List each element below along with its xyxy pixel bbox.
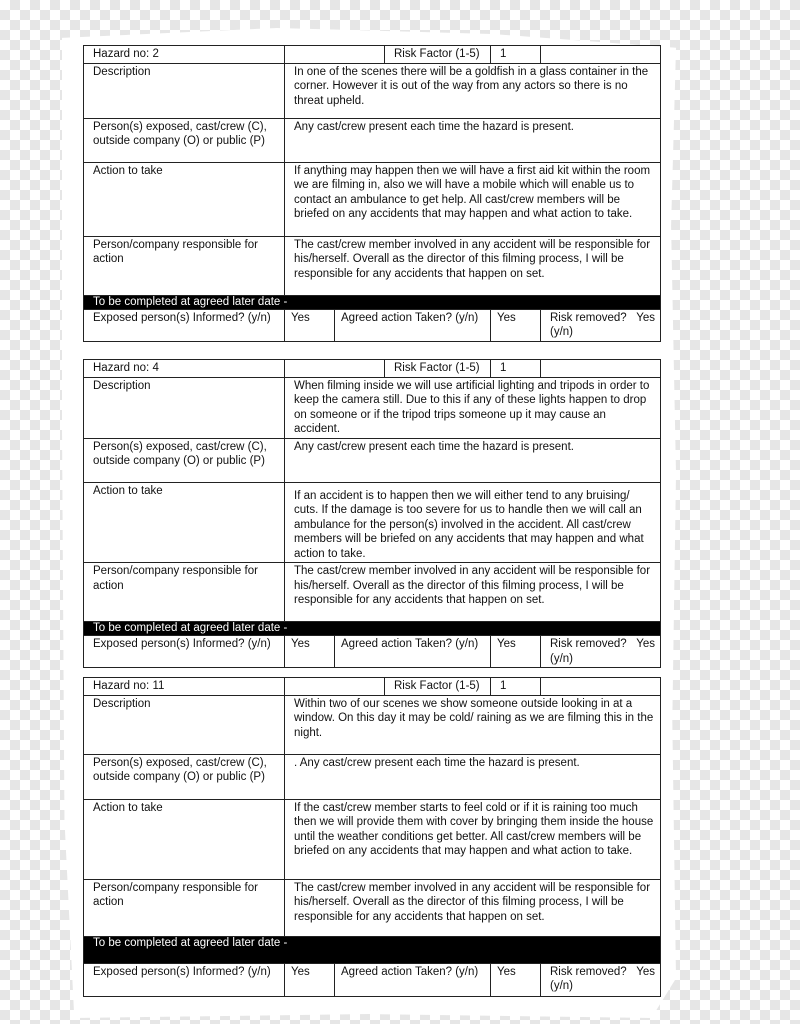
risk-removed-label <box>541 636 661 668</box>
agreed-action-label: Agreed action Taken? (y/n) <box>335 963 491 996</box>
responsible-label: Person/company responsible for action <box>84 563 285 622</box>
persons-exposed-label: Person(s) exposed, cast/crew (C), outside company (O) or public (P) <box>84 754 285 799</box>
exposed-informed-label: Exposed person(s) Informed? (y/n) <box>84 963 285 996</box>
exposed-informed-label: Exposed person(s) Informed? (y/n) <box>84 636 285 668</box>
description-label: Description <box>84 695 285 754</box>
risk-factor-value: 1 <box>491 678 541 696</box>
hazard-number: Hazard no: 11 <box>84 678 285 696</box>
action-label: Action to take <box>84 162 285 236</box>
risk-factor-label: Risk Factor (1-5) <box>385 678 491 696</box>
persons-exposed-text: . Any cast/crew present each time the hazard is present. <box>285 754 661 799</box>
action-text: If the cast/crew member starts to feel cold or if it is raining too much then we will provide them with cover by bringing them inside the house until the weather conditions get better. All cast/crew members will be briefed on any accidents that may happen and what action to take. <box>285 799 661 879</box>
persons-exposed-text: Any cast/crew present each time the hazard is present. <box>285 438 661 482</box>
hazard-table <box>83 677 661 997</box>
description-text: Within two of our scenes we show someone outside looking in at a window. On this day it may be cold/ raining as we are filming this in the night. <box>285 695 661 754</box>
responsible-label: Person/company responsible for action <box>84 879 285 936</box>
later-date-banner: To be completed at agreed later date - <box>84 622 661 636</box>
risk-factor-value: 1 <box>491 46 541 64</box>
action-label: Action to take <box>84 482 285 563</box>
risk-removed-label <box>541 309 661 341</box>
hazard-number: Hazard no: 2 <box>84 46 285 64</box>
exposed-informed-value: Yes <box>285 309 335 341</box>
risk-removed-value: Yes <box>636 638 655 650</box>
risk-removed-value: Yes <box>636 965 655 978</box>
hazard-number: Hazard no: 4 <box>84 360 285 378</box>
exposed-informed-value: Yes <box>285 963 335 996</box>
risk-removed-label-text: Risk removed? (y/n) <box>550 965 627 992</box>
description-label: Description <box>84 63 285 118</box>
risk-removed-label-text: Risk removed? (y/n) <box>550 638 627 665</box>
description-label: Description <box>84 377 285 438</box>
agreed-action-label: Agreed action Taken? (y/n) <box>335 636 491 668</box>
later-date-banner: To be completed at agreed later date - <box>84 936 661 963</box>
risk-factor-label: Risk Factor (1-5) <box>385 46 491 64</box>
responsible-text: The cast/crew member involved in any accident will be responsible for his/herself. Overall as the director of this filming process, I will be responsible for any accidents that happen on set. <box>285 563 661 622</box>
hazard-table <box>83 45 661 342</box>
responsible-text: The cast/crew member involved in any accident will be responsible for his/herself. Overall as the director of this filming process, I will be responsible for any accidents that happen on set. <box>285 236 661 295</box>
agreed-action-label: Agreed action Taken? (y/n) <box>335 309 491 341</box>
risk-factor-label: Risk Factor (1-5) <box>385 360 491 378</box>
description-text: In one of the scenes there will be a goldfish in a glass container in the corner. However it is out of the way from any actors so there is no threat upheld. <box>285 63 661 118</box>
persons-exposed-label: Person(s) exposed, cast/crew (C), outside company (O) or public (P) <box>84 438 285 482</box>
persons-exposed-label: Person(s) exposed, cast/crew (C), outside company (O) or public (P) <box>84 118 285 162</box>
action-text: If an accident is to happen then we will either tend to any bruising/ cuts. If the damage is too severe for us to handle then we will call an ambulance for the person(s) involved in the accident. All cast/crew members will be briefed on any accidents that may happen and what action to take. <box>285 482 661 563</box>
hazard-table <box>83 359 661 668</box>
action-text: If anything may happen then we will have a first aid kit within the room we are filming in, also we will have a mobile which will enable us to contact an ambulance to get help. All cast/crew members will be briefed on any accidents that may happen and what action to take. <box>285 162 661 236</box>
risk-removed-label-text: Risk removed? (y/n) <box>550 311 627 338</box>
agreed-action-value: Yes <box>491 309 541 341</box>
action-label: Action to take <box>84 799 285 879</box>
persons-exposed-text: Any cast/crew present each time the hazard is present. <box>285 118 661 162</box>
responsible-text: The cast/crew member involved in any accident will be responsible for his/herself. Overall as the director of this filming process, I will be responsible for any accidents that happen on set. <box>285 879 661 936</box>
responsible-label: Person/company responsible for action <box>84 236 285 295</box>
exposed-informed-label: Exposed person(s) Informed? (y/n) <box>84 309 285 341</box>
exposed-informed-value: Yes <box>285 636 335 668</box>
description-text: When filming inside we will use artificial lighting and tripods in order to keep the camera still. Due to this if any of these lights happen to drop on someone or if the tripod trips someone up it may cause an accident. <box>285 377 661 438</box>
later-date-banner: To be completed at agreed later date - <box>84 295 661 309</box>
risk-removed-value: Yes <box>636 311 655 324</box>
agreed-action-value: Yes <box>491 963 541 996</box>
agreed-action-value: Yes <box>491 636 541 668</box>
risk-factor-value: 1 <box>491 360 541 378</box>
risk-removed-label <box>541 963 661 996</box>
